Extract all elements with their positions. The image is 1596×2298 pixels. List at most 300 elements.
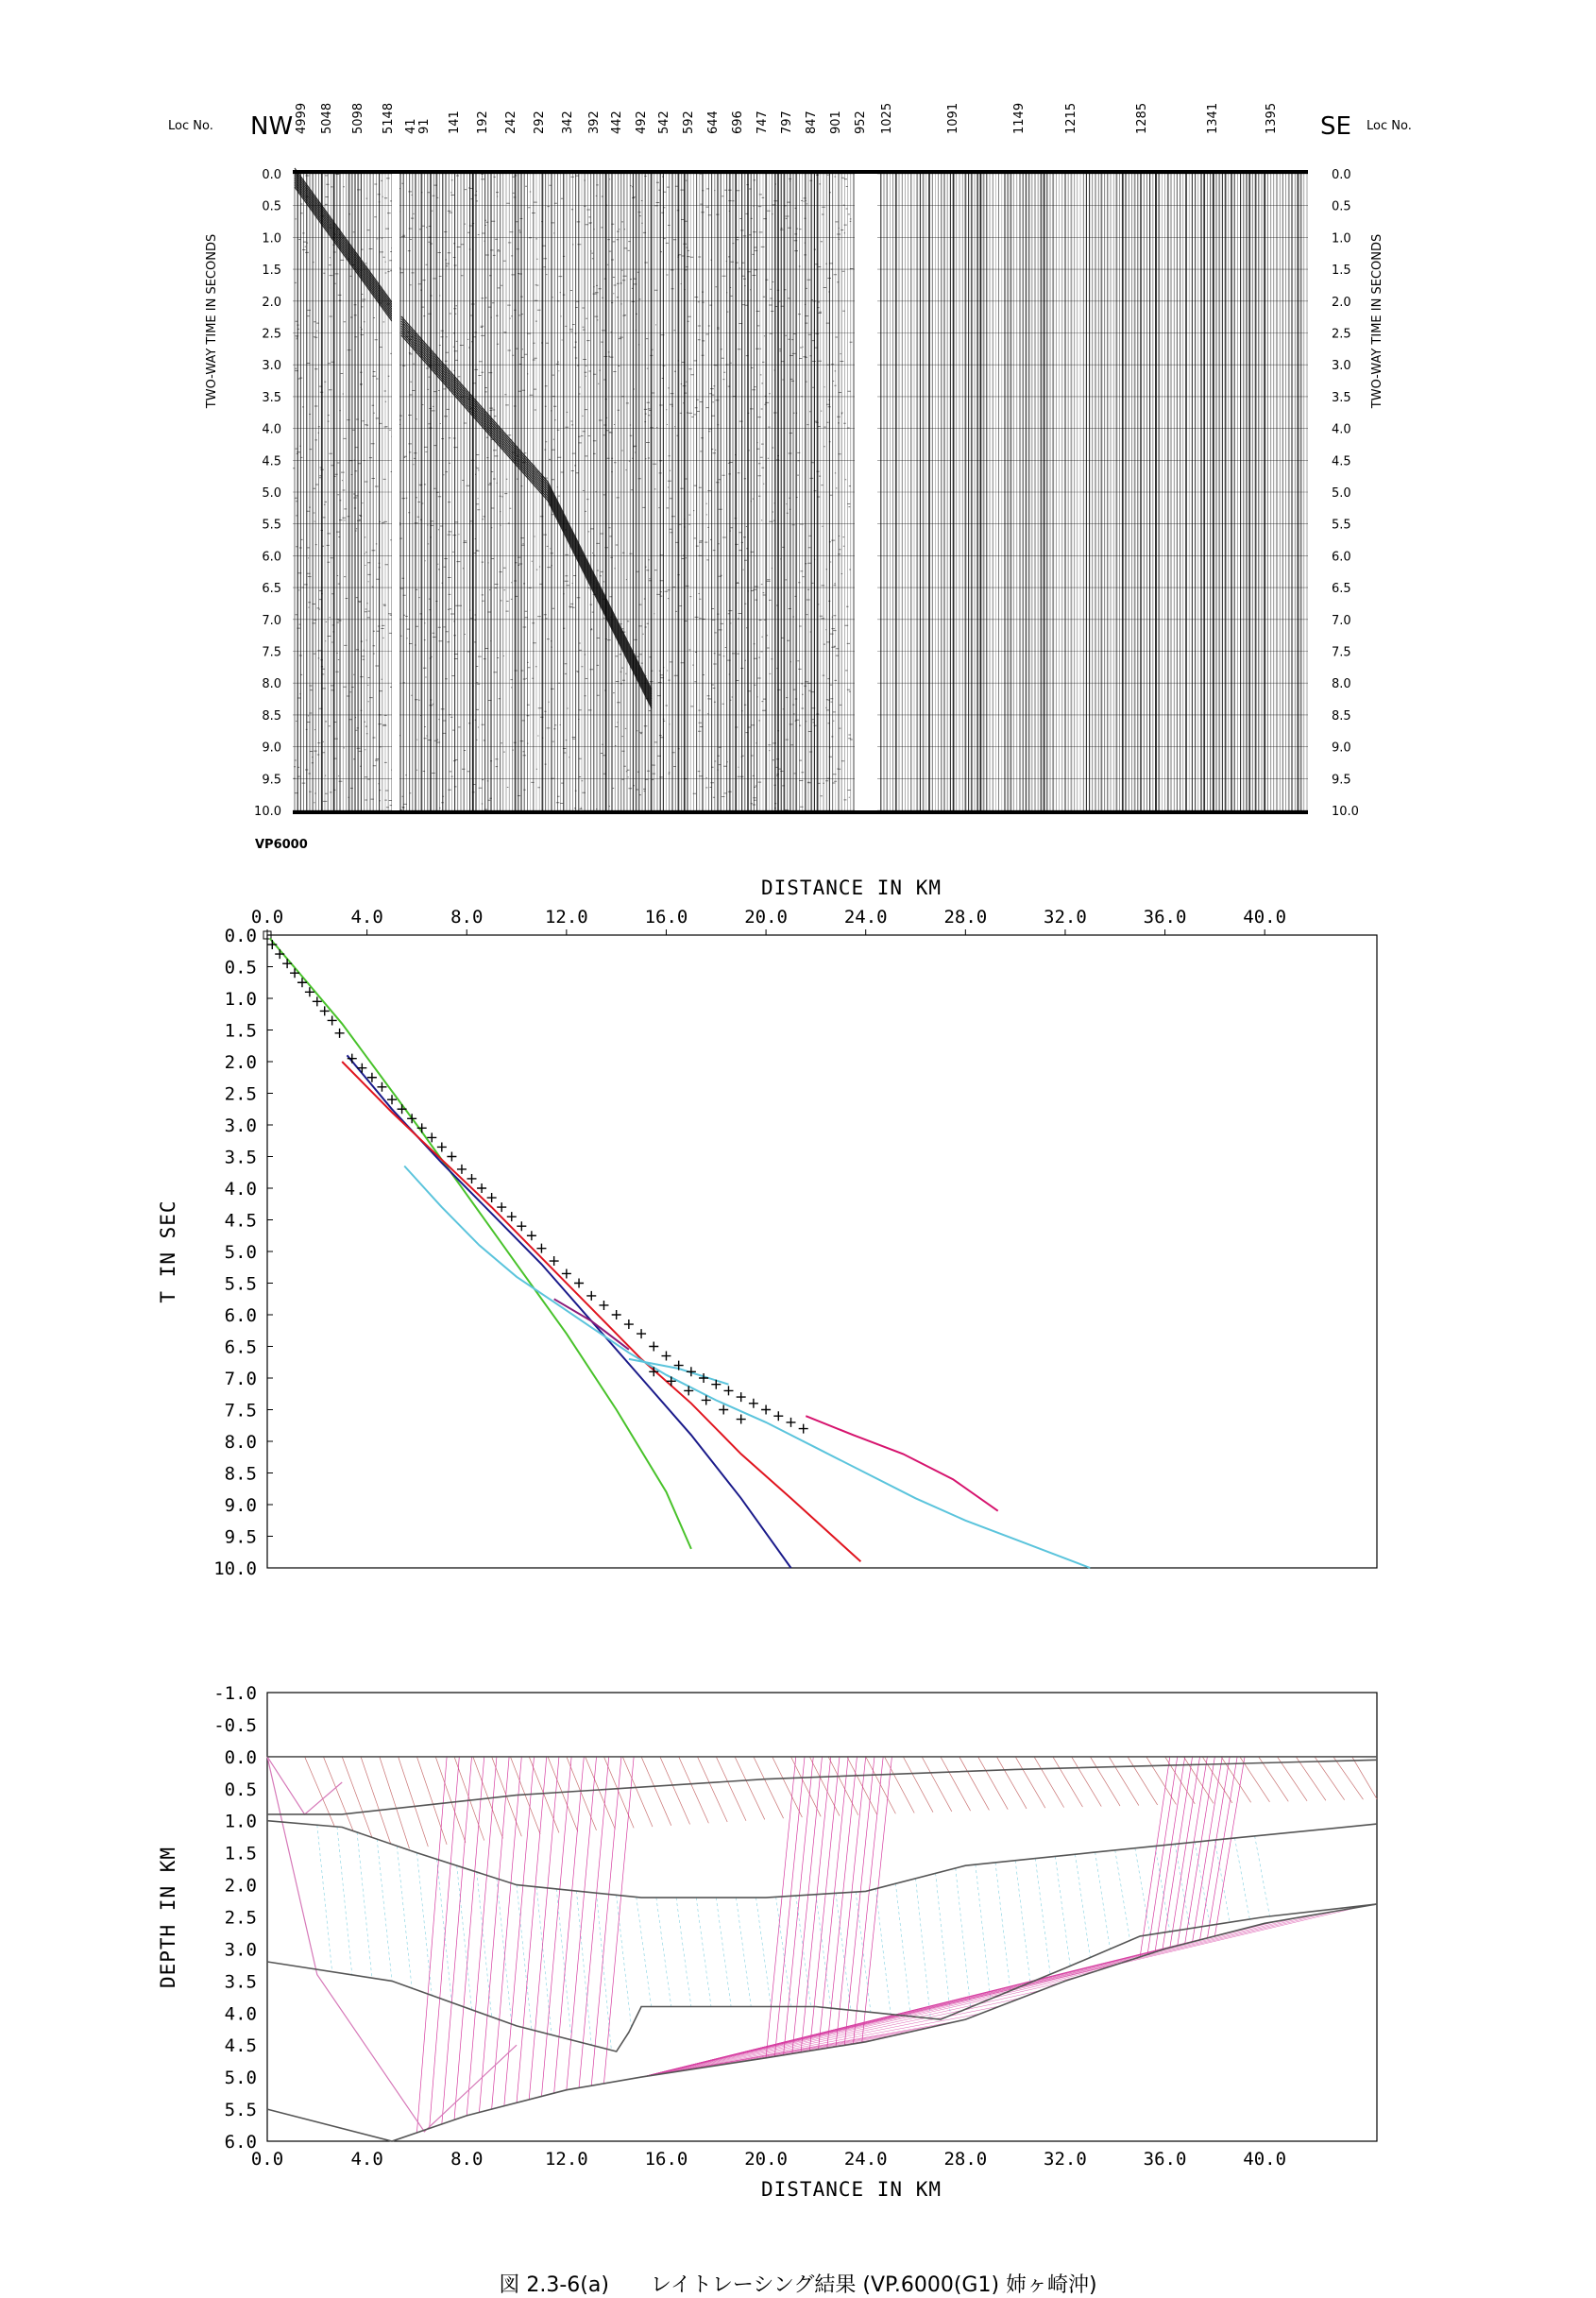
ray-path (477, 1872, 492, 2017)
ray-path (435, 1757, 466, 1843)
ray-path (1072, 1757, 1102, 1807)
ray-path (697, 1757, 727, 1822)
ray-path (1170, 1757, 1200, 1948)
ray-path (754, 1757, 784, 1818)
traveltime-chart (157, 877, 1377, 1579)
tt-series-line-5 (554, 1299, 629, 1350)
tt-x-tick-label: 16.0 (644, 907, 688, 928)
loc-number-label: 542 (657, 111, 671, 134)
time-tick-label: 0.5 (262, 199, 281, 214)
ray-path (784, 1757, 814, 2055)
tt-pick-mark (667, 1376, 676, 1386)
ray-path (854, 1757, 884, 2044)
tt-pick-mark (687, 1367, 696, 1376)
ray-path (1053, 1757, 1083, 1807)
tt-pick-mark (661, 1352, 671, 1361)
tt-pick-mark (799, 1424, 808, 1434)
direction-nw-label: NW (250, 112, 294, 141)
tt-pick-mark (335, 1029, 345, 1038)
loc-number-labels (295, 103, 1279, 134)
tt-pick-mark (624, 1319, 634, 1329)
time-tick-label: 2.0 (262, 295, 281, 310)
ray-path (641, 2014, 980, 2077)
depth-y-tick-label: 3.5 (224, 1971, 257, 1993)
tt-pick-mark (357, 1064, 366, 1073)
ray-path (716, 1898, 731, 2006)
tt-y-tick-label: 0.0 (224, 926, 257, 946)
time-tick-label: 2.5 (1332, 327, 1351, 342)
ray-path (641, 1907, 1359, 2077)
time-tick-label: 2.5 (262, 327, 281, 342)
tt-x-tick-label: 28.0 (943, 907, 988, 928)
time-tick-label: 3.5 (262, 390, 281, 405)
tt-plot-frame (267, 935, 1377, 1568)
tt-pick-mark (574, 1279, 584, 1288)
ray-path (1333, 1757, 1364, 1799)
depth-x-tick-label: 36.0 (1143, 2149, 1187, 2170)
ray-path (586, 1757, 616, 1830)
loc-number-label: 847 (805, 111, 819, 134)
loc-number-label: 1149 (1012, 102, 1027, 134)
time-tick-label: 10.0 (254, 805, 281, 819)
tt-y-tick-label: 9.5 (224, 1526, 257, 1548)
ray-path (936, 1873, 951, 2015)
ray-path (844, 1757, 874, 2046)
time-tick-label: 1.0 (1332, 231, 1351, 247)
tt-pick-mark (348, 1054, 357, 1064)
tt-y-tick-label: 1.5 (224, 1020, 257, 1042)
ray-path (792, 1757, 823, 2053)
ray-path (1193, 1757, 1223, 1942)
ray-path (773, 1757, 803, 1817)
tt-x-tick-label: 0.0 (250, 907, 284, 928)
ray-path (656, 1898, 671, 2006)
depth-y-tick-labels (213, 1683, 257, 2153)
tt-pick-mark (562, 1268, 571, 1278)
ray-path (380, 1757, 410, 1848)
tt-series-line-0 (270, 938, 691, 1549)
ray-path (1109, 1757, 1139, 1806)
loc-number-label: 747 (756, 111, 770, 134)
ray-path (1090, 1757, 1120, 1806)
ray-path (959, 1757, 990, 1811)
depth-y-tick-label: 6.0 (224, 2132, 257, 2153)
ray-path (903, 1757, 933, 1813)
tt-x-tick-label: 20.0 (744, 907, 788, 928)
loc-number-label: 91 (417, 118, 432, 134)
tt-pick-mark (497, 1202, 506, 1212)
ray-path (637, 1898, 652, 2007)
time-tick-label: 8.5 (1332, 708, 1351, 723)
tt-pick-mark (477, 1183, 486, 1193)
time-tick-label: 0.0 (1332, 168, 1351, 182)
ray-path (579, 1757, 609, 2088)
ray-path (1147, 1757, 1178, 1955)
ray-path (1095, 1852, 1111, 1949)
tt-pick-mark (517, 1221, 526, 1231)
tt-y-tick-label: 5.5 (224, 1273, 257, 1295)
loc-number-label: 442 (610, 111, 624, 134)
time-tick-label: 2.0 (1332, 295, 1351, 310)
loc-number-label: 141 (448, 111, 462, 134)
loc-number-label: 1215 (1064, 102, 1078, 134)
depth-x-tick-label: 4.0 (350, 2149, 383, 2170)
loc-number-label: 492 (635, 111, 649, 134)
time-tick-label: 5.5 (1332, 518, 1351, 533)
tt-pick-mark (290, 968, 299, 978)
ray-path (875, 1889, 891, 2015)
ray-path (1146, 1757, 1177, 1805)
depth-y-tick-label: 0.5 (224, 1779, 257, 1800)
time-tick-label: 6.5 (1332, 582, 1351, 597)
loc-number-label: 1285 (1135, 102, 1149, 134)
depth-y-tick-label: 4.0 (224, 2003, 257, 2025)
tt-x-tick-label: 32.0 (1044, 907, 1087, 928)
time-tick-label: 0.5 (1332, 199, 1351, 214)
tt-y-tick-label: 3.5 (224, 1147, 257, 1168)
tt-pick-mark (719, 1405, 728, 1415)
ray-path (922, 1757, 952, 1812)
ray-path (548, 1757, 578, 1831)
ray-path (267, 1757, 517, 2132)
depth-x-tick-label: 24.0 (843, 2149, 888, 2170)
tt-y-tick-label: 5.0 (224, 1242, 257, 1263)
ray-path (995, 1863, 1010, 1991)
tt-y-tick-label: 6.5 (224, 1336, 257, 1358)
ray-paths-group (267, 1757, 1377, 2133)
tt-x-tick-labels (251, 907, 1286, 935)
ray-path (1315, 1757, 1345, 1800)
depth-y-axis-label: DEPTH IN KM (157, 1846, 179, 1989)
time-tick-label: 5.0 (1332, 486, 1351, 501)
tt-pick-mark (773, 1411, 783, 1421)
time-tick-label: 7.5 (1332, 645, 1351, 660)
time-tick-label: 4.0 (1332, 422, 1351, 437)
tt-pick-mark (275, 949, 284, 959)
ray-path (641, 1976, 1080, 2077)
depth-x-tick-label: 16.0 (644, 2149, 688, 2170)
loc-number-label: 342 (561, 111, 575, 134)
tt-y-tick-label: 4.5 (224, 1210, 257, 1232)
ray-path (956, 1868, 971, 2007)
vp-label: VP6000 (255, 838, 308, 852)
tt-pick-mark (527, 1231, 536, 1240)
ray-path (941, 1757, 971, 1811)
ray-path (836, 1893, 851, 2010)
ray-path (819, 1757, 849, 2050)
ray-path (416, 1757, 447, 2133)
time-tick-labels-left (254, 168, 281, 819)
ray-path (766, 1757, 796, 2058)
tt-x-tick-label: 36.0 (1143, 907, 1187, 928)
loc-number-label: 5098 (351, 102, 365, 134)
ray-path (1128, 1757, 1158, 1805)
ray-path (617, 1895, 632, 2027)
depth-x-axis-label: DISTANCE IN KM (761, 2178, 942, 2201)
section-gap (392, 174, 399, 810)
ray-path (454, 1757, 484, 2120)
depth-x-tick-label: 8.0 (450, 2149, 484, 2170)
ray-path (1165, 1757, 1196, 1804)
ray-path (1135, 1848, 1150, 1934)
direction-se-label: SE (1320, 112, 1351, 141)
ray-path (1055, 1856, 1070, 1966)
ray-path (978, 1757, 1009, 1810)
tt-y-tick-label: 8.0 (224, 1432, 257, 1453)
section-gap (855, 174, 877, 810)
time-tick-label: 6.5 (262, 582, 281, 597)
loc-number-label: 292 (533, 111, 547, 134)
time-tick-label: 7.0 (262, 613, 281, 628)
depth-x-tick-label: 32.0 (1044, 2149, 1087, 2170)
loc-number-label: 5048 (320, 102, 334, 134)
loc-number-label: 392 (587, 111, 602, 134)
ray-path (567, 1757, 597, 1830)
tt-series-group (270, 938, 1091, 1568)
ray-path (492, 1757, 522, 2109)
depth-x-tick-label: 0.0 (250, 2149, 284, 2170)
ray-path (660, 1757, 690, 1825)
time-tick-label: 10.0 (1332, 805, 1359, 819)
depth-y-tick-label: 1.0 (224, 1811, 257, 1832)
ray-path (679, 1757, 709, 1823)
ray-path (774, 1757, 805, 2056)
two-way-time-label-right: TWO-WAY TIME IN SECONDS (1370, 233, 1384, 409)
ray-path (357, 1832, 372, 1978)
time-tick-label: 0.0 (262, 168, 281, 182)
depth-x-tick-label: 20.0 (744, 2149, 788, 2170)
section-top-border (293, 170, 1308, 174)
ray-path (1035, 1859, 1050, 1975)
loc-number-label: 592 (682, 111, 696, 134)
ray-path (529, 1757, 559, 2100)
velocity-interfaces-group (267, 1757, 1377, 2141)
tt-x-tick-label: 40.0 (1243, 907, 1287, 928)
tt-y-tick-label: 10.0 (213, 1558, 257, 1579)
time-tick-label: 4.5 (1332, 454, 1351, 469)
ray-path (641, 1757, 671, 1826)
loc-number-label: 797 (780, 111, 794, 134)
section-bottom-border (293, 810, 1308, 814)
depth-y-tick-label: 5.5 (224, 2100, 257, 2121)
tt-pick-mark (487, 1193, 497, 1202)
depth-y-tick-label: -0.5 (213, 1714, 257, 1736)
ray-path (377, 1839, 392, 1981)
loc-number-label: 192 (476, 111, 490, 134)
tt-pick-mark (637, 1329, 646, 1338)
ray-path (337, 1827, 352, 1975)
tt-pick-mark (282, 959, 292, 968)
ray-path (603, 1757, 634, 2084)
time-tick-label: 9.5 (262, 773, 281, 788)
tt-y-tick-label: 7.0 (224, 1369, 257, 1389)
depth-y-tick-label: 2.0 (224, 1875, 257, 1897)
time-tick-label: 7.0 (1332, 613, 1351, 628)
ray-path (809, 1757, 840, 1816)
ray-path (641, 1983, 1061, 2077)
tt-pick-mark (550, 1256, 559, 1266)
ray-path (1155, 1757, 1185, 1952)
ray-path (1034, 1757, 1064, 1808)
ray-path (622, 1757, 653, 1827)
ray-path (916, 1879, 931, 2018)
time-tick-label: 9.0 (1332, 740, 1351, 756)
tt-y-tick-label: 1.0 (224, 989, 257, 1010)
tt-y-tick-label: 8.5 (224, 1463, 257, 1485)
loc-number-label: 696 (731, 111, 745, 134)
tt-pick-mark (649, 1342, 658, 1352)
loc-number-label: 1395 (1265, 102, 1279, 134)
velocity-interface-4 (267, 1904, 1377, 2141)
time-tick-label: 3.5 (1332, 390, 1351, 405)
tt-chart-title: DISTANCE IN KM (761, 877, 942, 899)
ray-path (342, 1757, 372, 1838)
loc-number-label: 41 (404, 118, 418, 134)
ray-path (895, 1883, 910, 2017)
tt-pick-mark (599, 1301, 608, 1310)
tt-pick-mark (417, 1123, 427, 1132)
tt-pick-mark (467, 1174, 477, 1183)
loc-number-label: 242 (504, 111, 518, 134)
tt-pick-mark (507, 1212, 517, 1221)
tt-pick-mark (737, 1392, 746, 1402)
ray-path (1352, 1757, 1377, 1799)
ray-path (479, 1757, 509, 2113)
time-tick-labels-right (1332, 168, 1359, 819)
loc-number-label: 901 (829, 111, 843, 134)
loc-number-label: 5148 (382, 102, 396, 134)
time-tick-label: 5.0 (262, 486, 281, 501)
depth-y-tick-label: 5.0 (224, 2068, 257, 2089)
ray-path (1076, 1854, 1091, 1957)
ray-path (1140, 1757, 1170, 1957)
time-tick-label: 4.0 (262, 422, 281, 437)
time-tick-label: 8.5 (262, 708, 281, 723)
ray-path (676, 1898, 691, 2006)
tt-y-tick-labels (213, 926, 273, 1579)
ray-path (1163, 1757, 1193, 1949)
tt-pick-mark (749, 1399, 758, 1408)
ray-path (1200, 1757, 1231, 1940)
depth-model-chart (157, 1683, 1377, 2201)
figure-caption: 図 2.3-6(a) レイトレーシング結果 (VP.6000(G1) 姉ヶ崎沖) (499, 2273, 1097, 2297)
time-tick-label: 3.0 (262, 359, 281, 374)
depth-y-tick-label: -1.0 (213, 1683, 257, 1704)
two-way-time-label-left: TWO-WAY TIME IN SECONDS (205, 233, 219, 409)
tt-pick-mark (586, 1291, 596, 1301)
ray-path (1015, 1861, 1030, 1983)
time-tick-label: 4.5 (262, 454, 281, 469)
tt-y-tick-label: 6.0 (224, 1305, 257, 1326)
tt-y-tick-label: 4.0 (224, 1179, 257, 1200)
tt-pick-mark (457, 1165, 467, 1174)
ray-path (1296, 1757, 1326, 1800)
loc-number-label: 1025 (880, 102, 894, 134)
time-tick-label: 1.5 (1332, 264, 1351, 279)
ray-path (716, 1757, 746, 1821)
tt-picks-group (267, 940, 807, 1434)
tt-y-tick-label: 3.0 (224, 1115, 257, 1136)
tt-pick-mark (723, 1386, 733, 1395)
tt-y-tick-label: 7.5 (224, 1400, 257, 1421)
tt-pick-mark (536, 1244, 546, 1253)
time-tick-label: 6.0 (262, 550, 281, 565)
tt-pick-mark (447, 1152, 456, 1162)
ray-path (442, 1757, 472, 2124)
ray-path (361, 1757, 391, 1844)
ray-path (796, 1896, 811, 2006)
ray-path (862, 1757, 892, 2043)
ray-path (736, 1898, 751, 2006)
time-tick-label: 9.0 (262, 740, 281, 756)
loc-no-header-right: Loc No. (1367, 119, 1412, 133)
tt-pick-mark (737, 1415, 746, 1424)
time-tick-label: 1.0 (262, 231, 281, 247)
ray-path (1214, 1840, 1230, 1922)
time-tick-label: 6.0 (1332, 550, 1351, 565)
tt-y-tick-label: 9.0 (224, 1495, 257, 1516)
seismic-section (168, 103, 1412, 852)
tt-pick-mark (437, 1142, 447, 1151)
tt-pick-mark (267, 940, 277, 949)
depth-x-tick-label: 28.0 (943, 2149, 988, 2170)
tt-pick-mark (786, 1418, 795, 1427)
time-tick-label: 1.5 (262, 264, 281, 279)
ray-path (305, 1757, 335, 1827)
loc-number-label: 4999 (295, 102, 309, 134)
ray-path (317, 1825, 332, 1971)
time-tick-label: 8.0 (1332, 677, 1351, 692)
depth-x-tick-label: 40.0 (1243, 2149, 1287, 2170)
ray-path (735, 1757, 765, 1820)
ray-path (847, 1757, 877, 1814)
ray-path (556, 1889, 571, 2040)
ray-path (696, 1898, 711, 2006)
loc-number-label: 952 (854, 111, 868, 134)
ray-path (1178, 1757, 1208, 1946)
loc-number-label: 1341 (1206, 102, 1220, 134)
tt-series-line-6 (806, 1416, 997, 1511)
ray-path (790, 1757, 821, 1816)
ray-path (430, 1757, 460, 2129)
ray-path (397, 1846, 412, 1988)
tt-pick-mark (612, 1310, 621, 1319)
tt-y-tick-label: 2.0 (224, 1052, 257, 1073)
ray-path (591, 1757, 621, 2085)
tt-x-tick-label: 4.0 (350, 907, 383, 928)
ray-path (517, 1757, 547, 2102)
ray-path (1015, 1757, 1045, 1808)
ray-path (856, 1892, 871, 2012)
depth-x-tick-labels (251, 2149, 1286, 2170)
tt-x-tick-label: 8.0 (450, 907, 484, 928)
tt-y-axis-label: T IN SEC (157, 1200, 179, 1303)
velocity-interface-2 (267, 1821, 1377, 1898)
ray-path (1214, 1757, 1245, 1936)
ray-path (576, 1891, 591, 2045)
tt-x-tick-label: 12.0 (544, 907, 588, 928)
tt-pick-mark (761, 1405, 771, 1415)
ray-path (467, 1757, 497, 2116)
ray-path (976, 1864, 991, 1999)
ray-path (1115, 1850, 1130, 1940)
loc-number-label: 1091 (946, 102, 960, 134)
depth-y-tick-label: 2.5 (224, 1907, 257, 1929)
loc-no-header-left: Loc No. (168, 119, 213, 133)
ray-path (541, 1757, 571, 2097)
ray-path (1207, 1757, 1237, 1938)
depth-y-tick-label: 3.0 (224, 1939, 257, 1961)
